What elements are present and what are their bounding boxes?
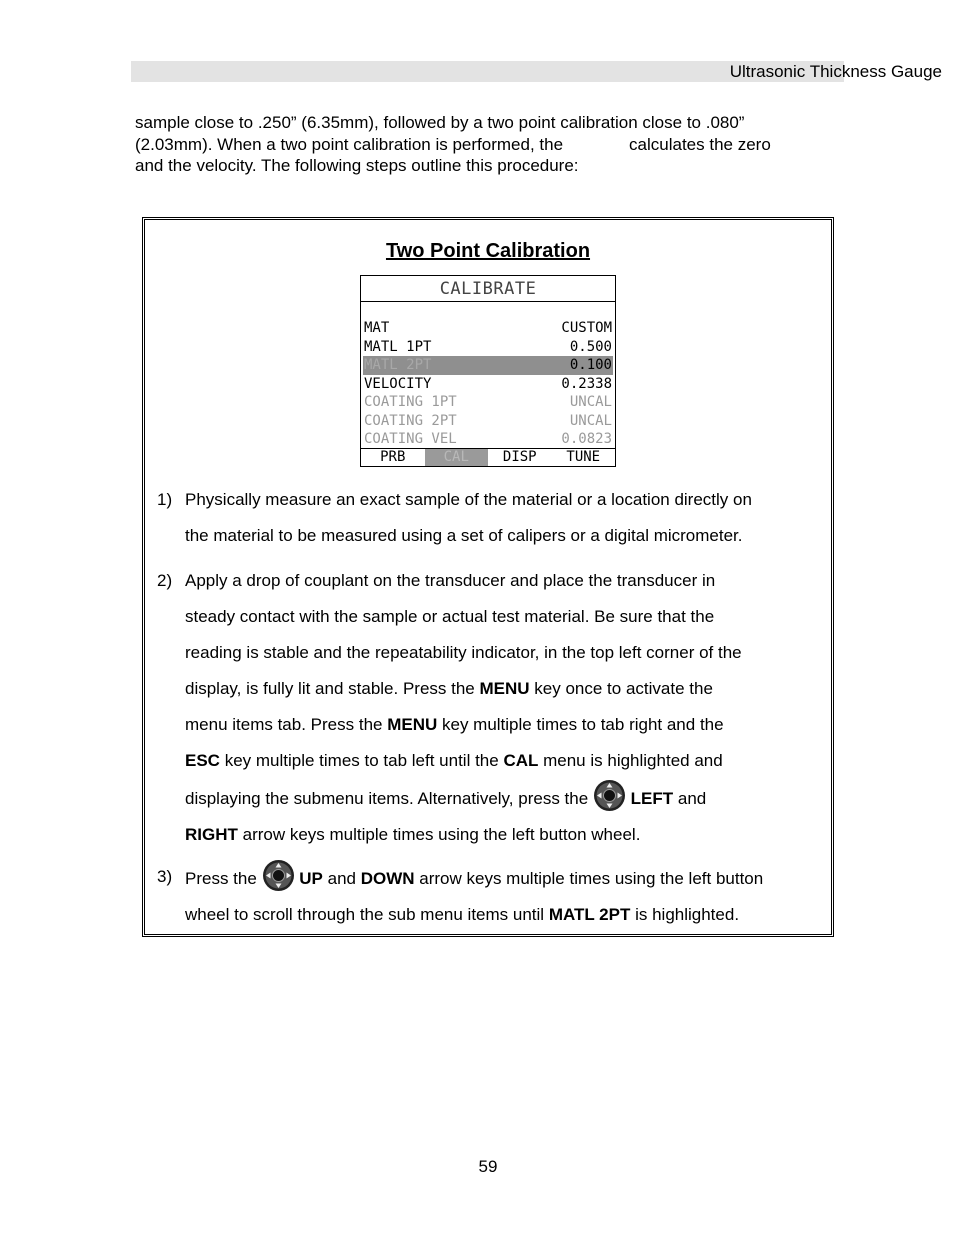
step-body [185,482,827,554]
intro-line-2a: (2.03mm). When a two point calibration is performed, the [135,134,564,154]
screen-row-label: COATING 2PT [364,412,457,429]
screen-row-label: COATING VEL [364,431,457,447]
up-key-label: UP [299,869,323,888]
step-text: display, is fully lit and stable. Press the [185,679,480,698]
right-key-label: RIGHT [185,825,238,844]
down-key-label: DOWN [360,869,415,888]
step-line [185,897,827,933]
cal-menu-label: CAL [503,751,539,770]
procedure-title: Two Point Calibration [385,240,591,262]
step-text: menu is highlighted and [538,751,723,770]
step-line: steady contact with the sample or actual test material. Be sure that the [185,607,715,626]
step-number: 3) [157,867,173,886]
step-2 [157,563,827,853]
step-line [185,707,827,743]
step-text: Press the [185,869,262,888]
step-number: 1) [157,490,173,509]
button-wheel-icon [262,859,295,892]
screen-row-value: 0.500 [569,338,612,355]
screen-row-coating-1pt [363,393,613,412]
intro-line-1: sample close to .250” (6.35mm), followed by a two point calibration close to .080” [135,113,745,132]
step-line [185,817,827,853]
step-line [185,743,827,779]
step-line: reading is stable and the repeatability indicator, in the top left corner of the [185,643,742,662]
calibrate-screen [360,275,616,467]
step-number: 2) [157,571,173,590]
step-line: Apply a drop of couplant on the transducer and place the transducer in [185,571,716,590]
step-line: the material to be measured using a set of calipers or a digital micrometer. [185,526,743,545]
intro-line-3: and the velocity. The following steps outline this procedure: [135,156,579,175]
screen-row-value: 0.0823 [561,431,612,447]
step-text: menu items tab. Press the [185,715,388,734]
page-number: 59 [478,1157,498,1176]
screen-row-label: MATL 1PT [364,338,432,355]
matl-2pt-label: MATL 2PT [548,905,631,924]
intro-line-2b: calculates the zero [629,134,771,154]
step-text: wheel to scroll through the sub menu items until [185,905,549,924]
step-text: arrow keys multiple times using the left button wheel. [237,825,641,844]
step-text: arrow keys multiple times using the left button [414,869,764,888]
step-line [185,779,827,817]
screen-title: CALIBRATE [361,276,615,302]
screen-tab-prb: PRB [380,449,406,465]
screen-row-matl-1pt [363,338,613,357]
screen-row-mat [363,319,613,338]
step-text: and [322,869,361,888]
step-text: key multiple times to tab right and the [437,715,724,734]
screen-row-label: MAT [364,320,390,336]
step-text: displaying the submenu items. Alternatively, press the [185,789,593,808]
step-line [185,859,827,897]
screen-row-label: VELOCITY [364,375,432,392]
step-text: key once to activate the [529,679,713,698]
intro-paragraph [135,112,835,177]
step-line [185,671,827,707]
screen-tab-cal: CAL [425,449,489,466]
menu-key-label: MENU [387,715,438,734]
esc-key-label: ESC [185,751,220,770]
step-line: Physically measure an exact sample of the material or a location directly on [185,490,752,509]
screen-row-coating-vel [363,430,613,449]
button-wheel-icon [593,779,626,812]
screen-menu-list [363,319,613,449]
menu-key-label: MENU [479,679,530,698]
step-text: is highlighted. [630,905,740,924]
screen-tab-disp: DISP [502,449,537,465]
step-1 [157,482,827,554]
screen-row-matl-2pt [363,356,613,375]
intro-line-2 [135,134,835,156]
header-title: Ultrasonic Thickness Gauge [729,62,942,81]
screen-row-value: UNCAL [569,412,612,429]
step-body [185,859,827,933]
screen-row-value: UNCAL [569,394,612,410]
screen-row-coating-2pt [363,412,613,431]
screen-row-value: CUSTOM [561,320,612,336]
left-key-label: LEFT [630,789,674,808]
screen-tab-tune: TUNE [566,449,601,465]
screen-row-value: 0.100 [569,357,612,373]
step-text: and [673,789,707,808]
screen-row-velocity [363,375,613,394]
screen-row-label: COATING 1PT [364,394,457,410]
step-text: key multiple times to tab left until the [219,751,504,770]
step-3 [157,859,827,933]
screen-row-value: 0.2338 [561,375,612,392]
screen-row-label: MATL 2PT [364,357,432,373]
step-body [185,563,827,853]
screen-tab-bar [361,448,615,466]
